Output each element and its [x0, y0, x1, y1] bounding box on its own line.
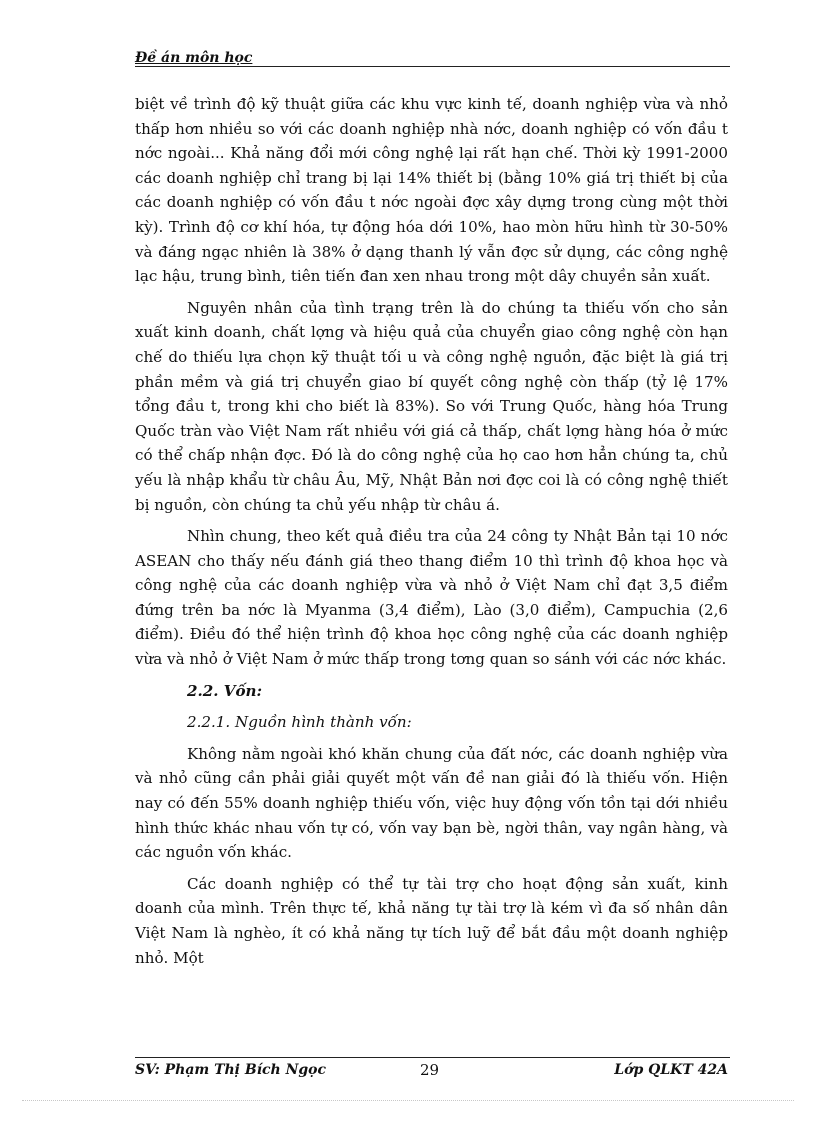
section-heading: 2.2. Vốn: [187, 681, 263, 700]
footer-author: SV: Phạm Thị Bích Ngọc [135, 1062, 327, 1078]
footer-class: Lớp QLKT 42A [614, 1062, 728, 1078]
subsection-heading: 2.2.1. Nguồn hình thành vốn: [187, 713, 412, 732]
paragraph-capital: Không nằm ngoài khó khăn chung của đất nớc, các doanh nghiệp vừa và nhỏ cũng cần phải giải quyết một vấn đề nan giải đó là thiếu vốn. Hiện nay có đến 55% doanh nghiệp thiếu vốn, việc huy động vốn tồn tại dới nhiều hình thức khác nhau vốn tự có, vốn vay bạn bè, ngời thân, vay ngân hàng, và các nguồn vốn khác. [135, 744, 728, 862]
page-footer [135, 1057, 730, 1082]
page-header [135, 46, 730, 67]
page-number: 29 [420, 1061, 440, 1079]
header-title: Đề án môn học [135, 50, 253, 66]
paragraph-survey: Nhìn chung, theo kết quả điều tra của 24 công ty Nhật Bản tại 10 nớc ASEAN cho thấy nếu đánh giá theo thang điểm 10 thì trình độ khoa học và công nghệ của các doanh nghiệp vừa và nhỏ ở Việt Nam chỉ đạt 3,5 điểm đứng trên ba nớc là Myanma (3,4 điểm), Lào (3,0 điểm), Campuchia (2,6 điểm). Điều đó thể hiện trình độ khoa học công nghệ của các doanh nghiệp vừa và nhỏ ở Việt Nam ở mức thấp trong tơng quan so sánh với các nớc khác. [135, 527, 728, 669]
paragraph-causes: Nguyên nhân của tình trạng trên là do chúng ta thiếu vốn cho sản xuất kinh doanh, chất lợng và hiệu quả của chuyển giao công nghệ còn hạn chế do thiếu lựa chọn kỹ thuật tối u và công nghệ nguồn, đặc biệt là giá trị phần mềm và giá trị chuyển giao bí quyết công nghệ còn thấp (tỷ lệ 17% tổng đầu t, trong khi cho biết là 83%). So với Trung Quốc, hàng hóa Trung Quốc tràn vào Việt Nam rất nhiều với giá cả thấp, chất lợng hàng hóa ở mức có thể chấp nhận đợc. Đó là do công nghệ của họ cao hơn hẳn chúng ta, chủ yếu là nhập khẩu từ châu Âu, Mỹ, Nhật Bản nơi đợc coi là có công nghệ thiết bị nguồn, còn chúng ta chủ yếu nhập từ châu á. [135, 298, 728, 514]
document-body [135, 92, 728, 970]
page-divider [22, 1100, 794, 1101]
paragraph-self-finance: Các doanh nghiệp có thể tự tài trợ cho hoạt động sản xuất, kinh doanh của mình. Trên thực tế, khả năng tự tài trợ là kém vì đa số nhân dân Việt Nam là nghèo, ít có khả năng tự tích luỹ để bắt đầu một doanh nghiệp nhỏ. Một [135, 874, 728, 967]
paragraph-continuation: biệt về trình độ kỹ thuật giữa các khu vực kinh tế, doanh nghiệp vừa và nhỏ thấp hơn nhiều so với các doanh nghiệp nhà nớc, doanh nghiệp có vốn đầu t nớc ngoài... Khả năng đổi mới công nghệ lại rất hạn chế. Thời kỳ 1991-2000 các doanh nghiệp chỉ trang bị lại 14% thiết bị (bằng 10% giá trị thiết bị của các doanh nghiệp có vốn đầu t nớc ngoài đợc xây dựng trong cùng một thời kỳ). Trình độ cơ khí hóa, tự động hóa dới 10%, hao mòn hữu hình từ 30-50% và đáng ngạc nhiên là 38% ở dạng thanh lý vẫn đợc sử dụng, các công nghệ lạc hậu, trung bình, tiên tiến đan xen nhau trong một dây chuyền sản xuất. [135, 95, 728, 286]
